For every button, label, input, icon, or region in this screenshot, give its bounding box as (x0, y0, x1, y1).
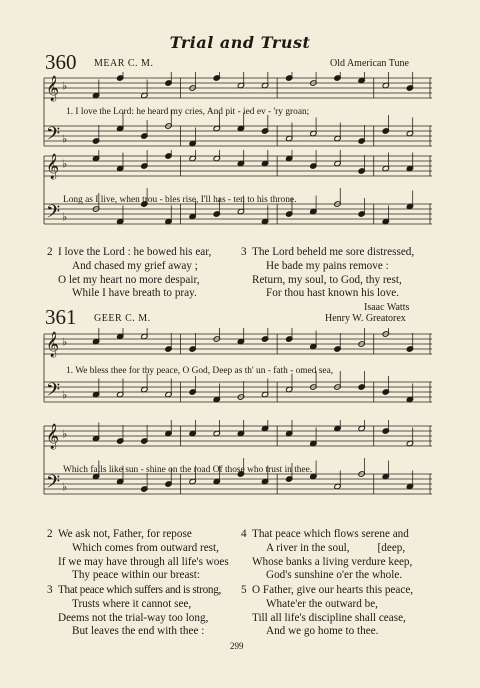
verse-number: 3 (47, 584, 53, 596)
flat-icon: ♭ (62, 132, 68, 146)
verse-number: 2 (47, 246, 53, 258)
flat-icon: ♭ (62, 335, 68, 349)
notes (92, 150, 430, 176)
verse-line: Trusts where it cannot see, (72, 597, 192, 610)
treble-clef-icon: 𝄞 (46, 332, 60, 357)
treble-clef-icon: 𝄞 (46, 424, 60, 449)
music-system-360-1 (42, 72, 434, 162)
section-title: Trial and Trust (169, 33, 311, 52)
hymn-number: 361 (45, 305, 77, 329)
verse-line: But leaves the end with thee : (72, 625, 205, 638)
verse-number: 3 (241, 246, 247, 258)
lyric-line: Which falls like sun - shine on the road Of those who trust in thee. (63, 465, 313, 475)
flat-icon: ♭ (62, 480, 68, 494)
flat-icon: ♭ (62, 427, 68, 441)
verse-line: Till all life's discipline shall cease, (252, 611, 406, 624)
hymn-author: Isaac Watts (364, 302, 410, 313)
verse-line: O let my heart no more despair, (58, 273, 200, 286)
flat-icon: ♭ (62, 210, 68, 224)
treble-clef-icon: 𝄞 (46, 154, 60, 179)
tune-name: GEER C. M. (94, 313, 151, 324)
verse-line: Return, my soul, to God, thy rest, (252, 273, 402, 286)
verse-line: And we go home to thee. (266, 625, 379, 638)
verse-line: That peace which suffers and is strong, (58, 584, 222, 596)
verse-4 (241, 528, 442, 583)
verse-number: 4 (241, 528, 247, 540)
bass-clef-icon: 𝄢 (46, 472, 61, 497)
flat-icon: ♭ (62, 388, 68, 402)
verse-3 (47, 584, 243, 639)
bass-clef-icon: 𝄢 (46, 380, 61, 405)
verse-2 (47, 528, 243, 583)
tune-name: MEAR C. M. (94, 58, 154, 69)
flat-icon: ♭ (62, 157, 68, 171)
notes (92, 72, 430, 99)
verse-line: That peace which flows serene and (252, 528, 409, 540)
lyric-line: 1. We bless thee for thy peace, O God, Deep as th' un - fath - omed sea, (66, 366, 334, 376)
verse-line: O Father, give our hearts this peace, (252, 584, 414, 596)
treble-clef-icon: 𝄞 (46, 76, 60, 101)
notes (92, 420, 430, 447)
verse-line: Which comes from outward rest, (72, 541, 219, 554)
bass-clef-icon: 𝄢 (46, 202, 61, 227)
verse-line: I love the Lord : he bowed his ear, (58, 246, 212, 258)
verse-3 (241, 246, 442, 301)
notes (92, 328, 430, 354)
verse-line: A river in the soul, [deep, (266, 541, 406, 554)
verse-number: 5 (241, 584, 247, 596)
verse-number: 2 (47, 528, 53, 540)
verse-line: The Lord beheld me sore distressed, (252, 246, 415, 258)
verse-2 (47, 246, 238, 301)
page-number: 299 (230, 641, 244, 651)
verse-5 (241, 584, 442, 639)
verse-line: While I have breath to pray. (72, 287, 197, 300)
verse-line: If we may have through all life's woes (58, 555, 229, 568)
verse-line: God's sunshine o'er the whole. (266, 569, 403, 582)
verse-line: Whate'er the outward be, (266, 597, 378, 610)
verse-line: Thy peace within our breast: (72, 569, 200, 582)
verse-line: And chased my grief away ; (72, 259, 198, 272)
verse-line: He bade my pains remove : (266, 259, 389, 272)
verse-line: Deems not the trial-way too long, (58, 611, 209, 624)
tune-credit: Henry W. Greatorex (325, 313, 406, 324)
verse-line: Whose banks a living verdure keep, (252, 555, 413, 568)
lyric-line: 1. I love the Lord: he heard my cries, And pit - ied ev - 'ry groan; (66, 107, 310, 117)
lyric-line: Long as I live, when trou - bles rise, I'll has - ten to his throne. (63, 195, 297, 205)
tune-credit: Old American Tune (330, 58, 409, 69)
verse-line: For thou hast known his love. (266, 287, 400, 300)
hymn-number: 360 (45, 50, 77, 74)
flat-icon: ♭ (62, 79, 68, 93)
verse-line: We ask not, Father, for repose (58, 528, 192, 540)
bass-clef-icon: 𝄢 (46, 124, 61, 149)
